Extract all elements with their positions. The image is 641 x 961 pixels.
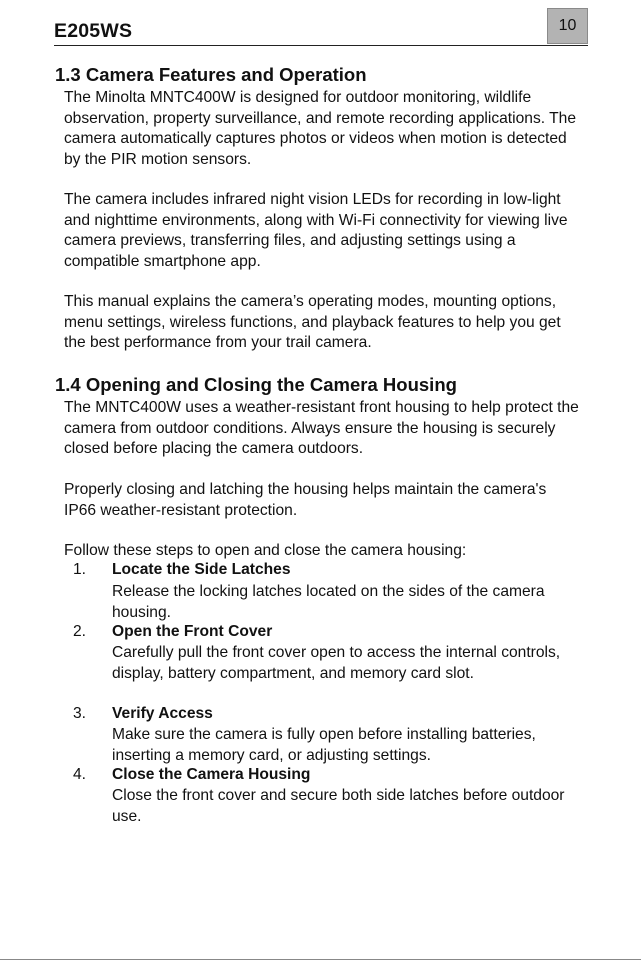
step-1-body: Release the locking latches located on the sides of the camera housing. [112, 583, 545, 621]
section-heading-1-3: 1.3 Camera Features and Operation [55, 64, 367, 85]
step-2-number: 2. [73, 623, 87, 640]
page-number-badge: 10 [547, 8, 588, 44]
step-1-title: Locate the Side Latches [112, 561, 291, 578]
step-2-body: Carefully pull the front cover open to access the internal controls, display, battery compartment, and memory card slot. [112, 644, 561, 682]
paragraph-1-4-housing: The MNTC400W uses a weather-resistant front housing to help protect the camera from outdoor conditions. Always ensure the housing is securely closed before placing the camera outdoors. [64, 399, 579, 457]
step-4-body: Close the front cover and secure both side latches before outdoor use. [112, 787, 565, 825]
step-1-number: 1. [73, 561, 87, 578]
step-2-title: Open the Front Cover [112, 623, 273, 640]
step-3-title: Verify Access [112, 705, 213, 722]
paragraph-1-3-intro: The Minolta MNTC400W is designed for outdoor monitoring, wildlife observation, property surveillance, and remote recording applications. The camera automatically captures photos or videos when motion is detected by the PIR motion sensors. [64, 89, 576, 168]
section-heading-1-4: 1.4 Opening and Closing the Camera Housing [55, 374, 457, 395]
paragraph-1-3-manual: This manual explains the camera’s operating modes, mounting options, menu settings, wireless functions, and playback features to help you get the best performance from your trail camera. [64, 293, 561, 351]
step-4-number: 4. [73, 766, 87, 783]
header-divider [54, 45, 588, 46]
footer-divider [0, 959, 641, 960]
step-4-title: Close the Camera Housing [112, 766, 311, 783]
paragraph-1-4-latching: Properly closing and latching the housing helps maintain the camera's IP66 weather-resistant protection. [64, 481, 547, 519]
paragraph-1-3-features: The camera includes infrared night vision LEDs for recording in low-light and nighttime environments, along with Wi-Fi connectivity for viewing live camera previews, transferring files, and adjusting settings using a compatible smartphone app. [64, 191, 568, 270]
step-3-body: Make sure the camera is fully open before installing batteries, inserting a memory card, or adjusting settings. [112, 726, 536, 764]
document-model-header: E205WS [54, 20, 133, 42]
step-3-number: 3. [73, 705, 87, 722]
paragraph-1-4-steps-intro: Follow these steps to open and close the camera housing: [64, 542, 467, 559]
